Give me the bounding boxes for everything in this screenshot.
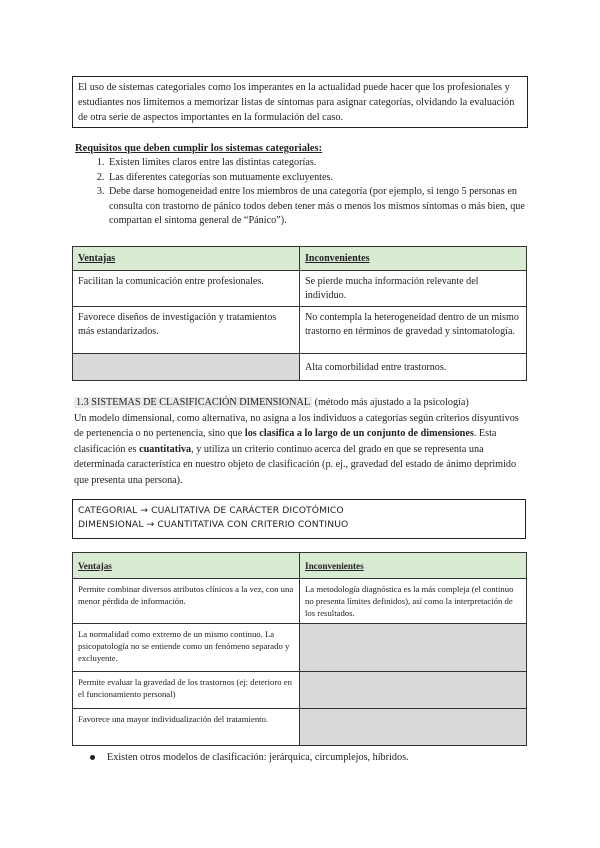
bullet-text: Existen otros modelos de clasificación: jerárquica, circumplejos, híbridos. [107, 752, 409, 763]
header-ventajas: Ventajas [73, 247, 300, 271]
table-cell: Alta comorbilidad entre trastornos. [300, 354, 527, 381]
table-cell: Facilitan la comunicación entre profesionales. [73, 271, 300, 307]
table-row [73, 672, 527, 709]
heading-note: (método más ajustado a la psicología) [312, 397, 469, 408]
classification-box [72, 499, 526, 539]
table-row [73, 709, 527, 746]
table-cell: Favorece diseños de investigación y tratamientos más estandarizados. [73, 307, 300, 354]
requirements-title: Requisitos que deben cumplir los sistemas categoriales: [75, 143, 323, 154]
bullet-icon [90, 755, 95, 760]
classification-line-categorial: CATEGORIAL → CUALITATIVA DE CARÁCTER DICOTÓMICO [78, 505, 344, 516]
list-item: 3. Debe darse homogeneidad entre los miembros de una categoría (por ejemplo, si tengo 5 personas en consulta con trastorno de pánico todos deben tener más o menos los mismos síntomas o más bien, que compartan el síntoma general de “Pánico”). [107, 185, 547, 229]
table-cell: Permite combinar diversos atributos clínicos a la vez, con una menor pérdida de información. [73, 579, 300, 624]
table-cell: La normalidad como extremo de un mismo continuo. La psicopatología no se entiende como un fenómeno separado y excluyente. [73, 624, 300, 672]
bold-text: los clasifica a lo largo de un conjunto de dimensiones [244, 428, 474, 439]
categorial-pros-cons-table [72, 246, 527, 381]
header-inconvenientes: Inconvenientes [300, 247, 527, 271]
empty-cell [300, 624, 527, 672]
intro-box [72, 76, 528, 128]
empty-cell [73, 354, 300, 381]
list-item: 2. Las diferentes categorías son mutuamente excluyentes. [107, 171, 547, 186]
table-cell: Permite evaluar la gravedad de los trastornos (ej: deterioro en el funcionamiento personal) [73, 672, 300, 709]
dimensional-pros-cons-table [72, 552, 527, 746]
table-row [73, 271, 527, 307]
paragraph-text: , y utiliza un criterio continuo acerca del grado en que se representa una determinada característica en nuestro objeto de clasificación (p. ej., gravedad del estado de ánimo deprimido que presenta una persona). [74, 443, 517, 486]
table-row [73, 624, 527, 672]
header-ventajas: Ventajas [73, 553, 300, 579]
table-header-row [73, 553, 527, 579]
table-row [73, 307, 527, 354]
classification-line-dimensional: DIMENSIONAL → CUANTITATIVA CON CRITERIO CONTINUO [78, 519, 349, 530]
header-inconvenientes: Inconvenientes [300, 553, 527, 579]
table-cell: No contempla la heterogeneidad dentro de un mismo trastorno en términos de gravedad y sintomatología. [300, 307, 527, 354]
bold-text: cuantitativa [139, 443, 192, 455]
table-cell: Se pierde mucha información relevante del individuo. [300, 271, 527, 307]
table-cell: La metodología diagnóstica es la más compleja (el continuo no presenta límites definidos), así como la interpretación de los resultados. [300, 579, 527, 624]
table-header-row [73, 247, 527, 271]
other-models-bullet [90, 752, 409, 763]
section-heading: 1.3 SISTEMAS DE CLASIFICACIÓN DIMENSIONAL [76, 397, 311, 408]
empty-cell [300, 672, 527, 709]
table-row [73, 579, 527, 624]
paragraph-text: . Esta clasificación es [74, 428, 497, 455]
dimensional-section [74, 395, 526, 488]
table-cell: Favorece una mayor individualización del tratamiento. [73, 709, 300, 746]
requirements-list [73, 156, 547, 229]
intro-text: El uso de sistemas categoriales como los imperantes en la actualidad puede hacer que los profesionales y estudiantes nos limitemos a memorizar listas de síntomas para asignar categorías, olvidando la evaluación de otra serie de aspectos importantes en la formulación del caso. [78, 82, 515, 123]
empty-cell [300, 709, 527, 746]
list-item: 1. Existen límites claros entre las distintas categorías. [107, 156, 547, 171]
paragraph-text: Un modelo dimensional, como alternativa, no asigna a los individuos a categorías según criterios disyuntivos de pertenencia o no pertenencia, sino que [74, 412, 519, 439]
table-row [73, 354, 527, 381]
